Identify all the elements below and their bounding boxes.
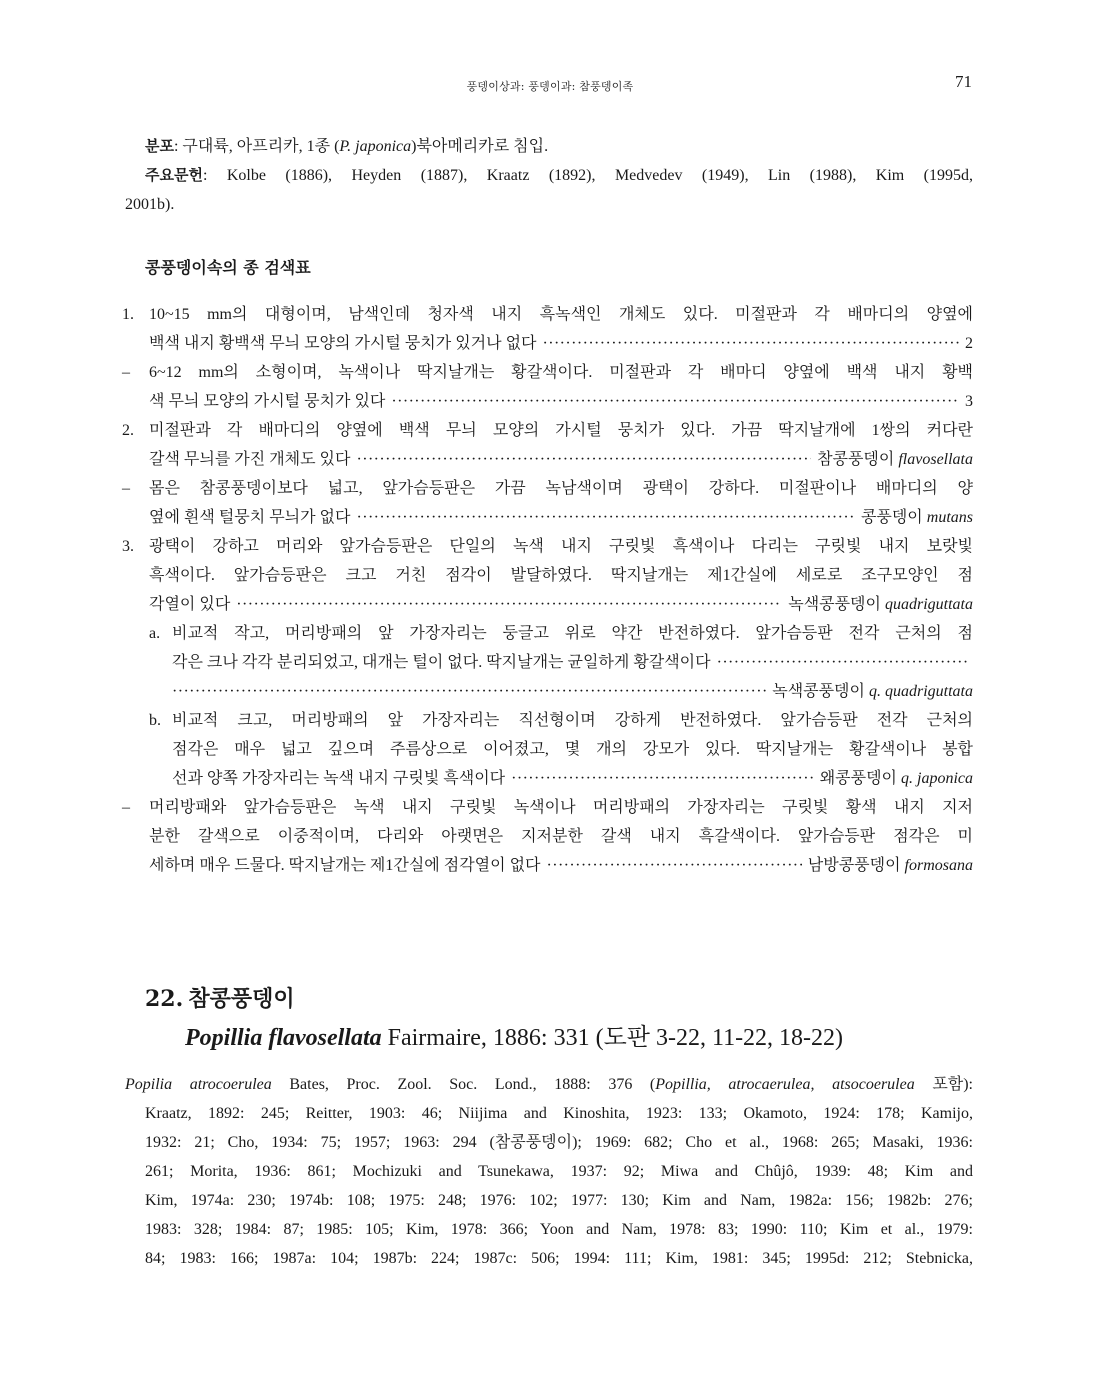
key-entry — [122, 793, 973, 880]
main-refs-paragraph — [125, 161, 973, 219]
key-result-korean: 왜콩풍뎅이 — [819, 770, 897, 787]
key-result-species: flavosellata — [898, 451, 973, 468]
key-entry — [122, 532, 973, 619]
main-refs-line2: 2001b). — [125, 196, 175, 213]
main-refs-label: 주요문헌 — [145, 166, 203, 184]
key-couplet-ref: 2 — [965, 335, 973, 352]
species-number: 22. — [145, 986, 184, 1012]
synonym-name: Popilia atrocoerulea — [125, 1076, 272, 1093]
synonym-citation-tail: 포함): — [914, 1076, 974, 1093]
leader-dots — [543, 329, 960, 358]
reference-line: Kraatz, 1892: 245; Reitter, 1903: 46; Niijima and Kinoshita, 1923: 133; Okamoto, 1924: 178; Kamijo, — [145, 1105, 973, 1122]
key-line: 점각은 매우 넓고 깊으며 주름상으로 이어졌고, 몇 개의 강모가 있다. 딱지날개는 황갈색이나 봉합 — [172, 741, 973, 758]
key-result-korean: 녹색콩풍뎅이 — [772, 683, 865, 700]
key-result-species: q. quadriguttata — [868, 683, 973, 700]
species-authority: Fairmaire, 1886: 331 (도판 3-22, 11-22, 18-22) — [381, 1025, 844, 1051]
key-result-species: q. japonica — [901, 770, 973, 787]
key-line: 미절판과 각 배마디의 양옆에 백색 무늬 모양의 가시털 뭉치가 있다. 가끔 딱지날개에 1쌍의 커다란 — [149, 422, 973, 439]
leader-dots — [356, 503, 854, 532]
key-line: 분한 갈색으로 이중적이며, 다리와 아랫면은 지저분한 갈색 내지 흑갈색이다. 앞가슴등판 점각은 미 — [149, 828, 973, 845]
key-couplet-ref: 3 — [965, 393, 973, 410]
distribution-label: 분포 — [145, 137, 174, 155]
key-line: 흑색이다. 앞가슴등판은 크고 거친 점각이 발달하였다. 딱지날개는 제1간실에 세로로 조구모양인 점 — [149, 567, 973, 584]
reference-line: 84; 1983: 166; 1987a: 104; 1987b: 224; 1987c: 506; 1994: 111; Kim, 1981: 345; 1995d: 212; Stebnicka, — [145, 1250, 973, 1267]
key-result-species: formosana — [904, 857, 973, 874]
leader-dots — [236, 590, 782, 619]
key-line: 선과 양쪽 가장자리는 녹색 내지 구릿빛 흑색이다 — [172, 770, 506, 787]
key-entry — [122, 619, 973, 706]
key-result-korean: 녹색콩풍뎅이 — [788, 596, 881, 613]
leader-dots — [356, 445, 811, 474]
key-entry — [122, 416, 973, 474]
key-line: 6~12 mm의 소형이며, 녹색이나 딱지날개는 황갈색이다. 미절판과 각 배마디 양옆에 백색 내지 황백 — [149, 364, 973, 381]
key-line: 광택이 강하고 머리와 앞가슴등판은 단일의 녹색 내지 구릿빛 흑색이나 다리는 구릿빛 내지 보랏빛 — [149, 538, 973, 555]
key-result-species: mutans — [926, 509, 973, 526]
page-number: 71 — [955, 72, 972, 91]
key-entry — [122, 358, 973, 416]
synonymy-line — [125, 1070, 973, 1099]
key-line: 머리방패와 앞가슴등판은 녹색 내지 구릿빛 녹색이나 머리방패의 가장자리는 구릿빛 황색 내지 지저 — [149, 799, 973, 816]
key-marker: – — [122, 480, 130, 497]
running-title: 풍뎅이상과: 풍뎅이과: 참풍뎅이족 — [466, 80, 634, 93]
key-entry — [122, 300, 973, 358]
main-refs-line1: : Kolbe (1886), Heyden (1887), Kraatz (1892), Medvedev (1949), Lin (1988), Kim (1995d, — [202, 167, 973, 184]
key-marker: b. — [149, 712, 161, 729]
key-title: 콩풍뎅이속의 종 검색표 — [145, 258, 311, 277]
distribution-paragraph — [125, 132, 973, 161]
leader-dots — [511, 764, 814, 793]
key-entry — [122, 706, 973, 793]
key-line: 색 무늬 모양의 가시털 뭉치가 있다 — [149, 393, 386, 410]
intro-section — [125, 132, 973, 219]
key-result-korean: 콩풍뎅이 — [860, 509, 923, 526]
leader-dots — [391, 387, 959, 416]
reference-line: Kim, 1974a: 230; 1974b: 108; 1975: 248; 1976: 102; 1977: 130; Kim and Nam, 1982a: 156; 1982b: 276; — [145, 1192, 973, 1209]
key-line: 각열이 있다 — [149, 596, 231, 613]
distribution-text: : 구대륙, 아프리카, 1종 ( — [173, 138, 340, 155]
leader-dots — [172, 677, 766, 706]
key-marker: 3. — [122, 538, 134, 555]
reference-line: 261; Morita, 1936: 861; Mochizuki and Tsunekawa, 1937: 92; Miwa and Chûjô, 1939: 48; Kim and — [145, 1163, 973, 1180]
distribution-tail: )북아메리카로 침입. — [411, 138, 549, 155]
key-entry — [122, 474, 973, 532]
distribution-species: P. japonica — [339, 138, 412, 155]
synonym-variants: Popillia, atrocaerulea, atsocoerulea — [655, 1076, 915, 1093]
species-scientific-name: Popillia flavosellata — [185, 1025, 382, 1051]
species-korean-name: 참콩풍뎅이 — [188, 986, 295, 1012]
key-marker: 1. — [122, 306, 134, 323]
key-marker: – — [122, 799, 130, 816]
species-key — [122, 300, 973, 880]
leader-dots — [547, 851, 802, 880]
reference-line: 1932: 21; Cho, 1934: 75; 1957; 1963: 294 (참콩풍뎅이); 1969: 682; Cho et al., 1968: 265; Masaki, 1936: — [145, 1134, 973, 1151]
key-result-korean: 남방콩풍뎅이 — [807, 857, 901, 874]
synonym-citation: Bates, Proc. Zool. Soc. Lond., 1888: 376 ( — [271, 1076, 656, 1093]
key-result-korean: 참콩풍뎅이 — [817, 451, 895, 468]
key-line: 백색 내지 황백색 무늬 모양의 가시털 뭉치가 있거나 없다 — [149, 335, 537, 352]
key-result-species: quadriguttata — [884, 596, 973, 613]
key-line: 각은 크나 각각 분리되었고, 대개는 털이 없다. 딱지날개는 균일하게 황갈색이다 — [172, 654, 711, 671]
key-marker: 2. — [122, 422, 134, 439]
reference-line: 1983: 328; 1984: 87; 1985: 105; Kim, 1978: 366; Yoon and Nam, 1978: 83; 1990: 110; Kim et al., 1979: — [145, 1221, 973, 1238]
key-marker: – — [122, 364, 130, 381]
key-line: 옆에 흰색 털뭉치 무늬가 없다 — [149, 509, 351, 526]
species-heading — [145, 982, 843, 1052]
key-line: 갈색 무늬를 가진 개체도 있다 — [149, 451, 351, 468]
key-marker: a. — [149, 625, 161, 642]
key-line: 몸은 참콩풍뎅이보다 넓고, 앞가슴등판은 가끔 녹남색이며 광택이 강하다. 미절판이나 배마디의 양 — [149, 480, 973, 497]
key-line: 세하며 매우 드물다. 딱지날개는 제1간실에 점각열이 없다 — [149, 857, 541, 874]
synonymy-references — [125, 1070, 973, 1273]
key-line: 10~15 mm의 대형이며, 남색인데 청자색 내지 흑녹색인 개체도 있다. 미절판과 각 배마디의 양옆에 — [149, 306, 973, 323]
key-line: 비교적 크고, 머리방패의 앞 가장자리는 직선형이며 강하게 반전하였다. 앞가슴등판 전각 근처의 — [172, 712, 973, 729]
leader-dots — [717, 648, 967, 677]
key-line: 비교적 작고, 머리방패의 앞 가장자리는 둥글고 위로 약간 반전하였다. 앞가슴등판 전각 근처의 점 — [172, 625, 973, 642]
